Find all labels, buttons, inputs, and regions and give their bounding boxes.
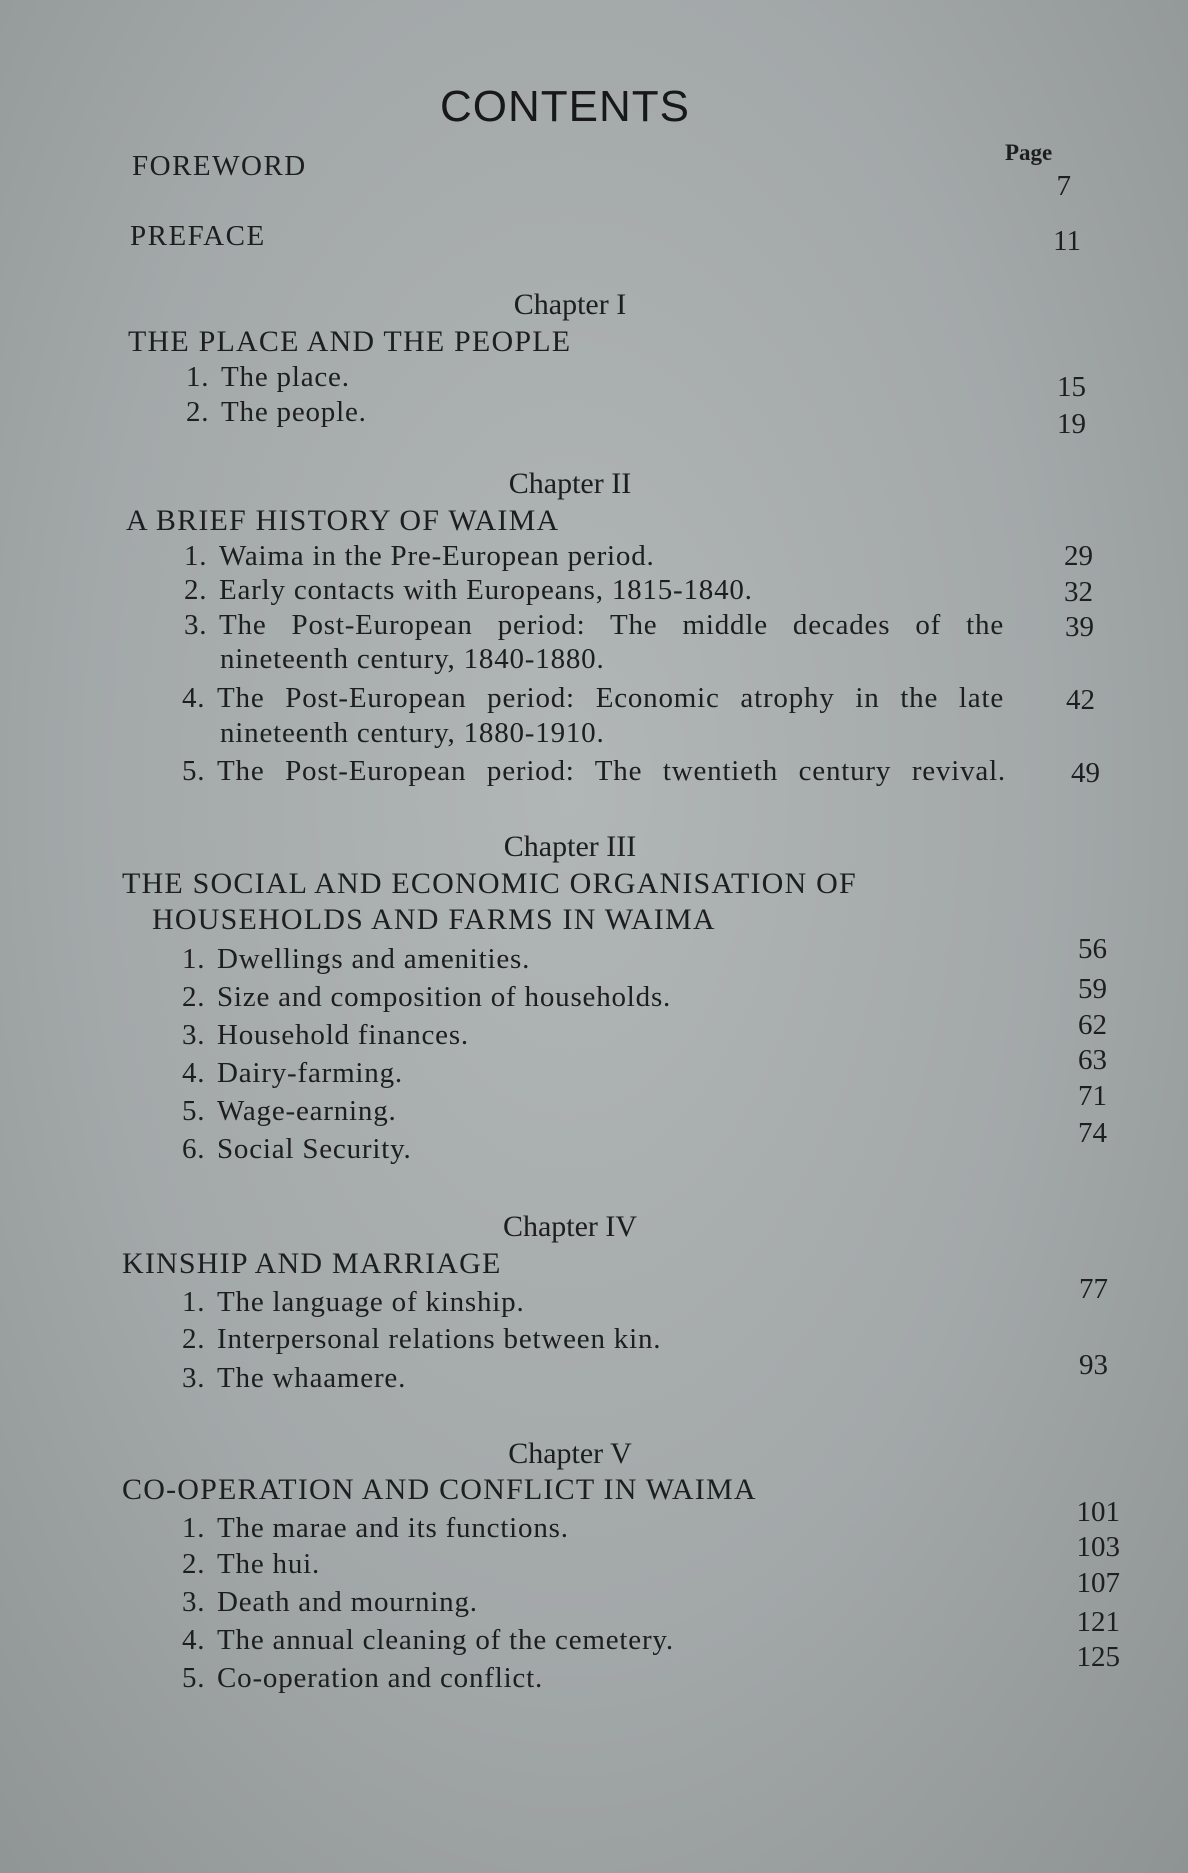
foreword-label: FOREWORD: [132, 150, 307, 182]
toc-page-number: 74: [1078, 1117, 1107, 1149]
toc-page-number: 101: [1076, 1496, 1120, 1528]
foreword-page: 7: [1056, 170, 1071, 202]
toc-page-number: 125: [1076, 1641, 1120, 1673]
chapter-1-title: THE PLACE AND THE PEOPLE: [128, 325, 572, 358]
chapter-2-title: A BRIEF HISTORY OF WAIMA: [126, 504, 560, 537]
toc-entry: 1. Waima in the Pre-European period.: [184, 540, 655, 572]
page-title: CONTENTS: [440, 82, 690, 131]
toc-entry: 2. Size and composition of households.: [182, 981, 672, 1013]
toc-entry: 1. The marae and its functions.: [182, 1512, 569, 1544]
toc-page-number: 59: [1078, 973, 1107, 1005]
chapter-2-label: Chapter II: [508, 467, 632, 500]
toc-entry: 3. Household finances.: [182, 1019, 469, 1051]
toc-page-number: 42: [1066, 684, 1095, 716]
toc-entry: 1. The place.: [186, 361, 350, 393]
toc-page-number: 32: [1064, 576, 1093, 608]
toc-entry: 6. Social Security.: [182, 1133, 412, 1165]
toc-page-number: 107: [1076, 1567, 1120, 1599]
preface-label: PREFACE: [130, 220, 266, 252]
toc-entry: 1. The language of kinship.: [182, 1286, 525, 1318]
chapter-1-label: Chapter I: [513, 288, 627, 321]
toc-entry: 2. Interpersonal relations between kin.: [182, 1323, 662, 1355]
toc-entry: 5. Co-operation and conflict.: [182, 1662, 544, 1694]
toc-entry: 2. Early contacts with Europeans, 1815-1840.: [184, 574, 753, 606]
toc-page-number: 39: [1065, 611, 1094, 643]
toc-entry: 2. The people.: [186, 396, 367, 428]
toc-page-number: 29: [1064, 540, 1093, 572]
toc-page-number: 77: [1079, 1273, 1108, 1305]
toc-page-number: 93: [1079, 1349, 1108, 1381]
toc-page-number: 15: [1057, 371, 1086, 403]
toc-page-number: 62: [1078, 1009, 1107, 1041]
toc-entry-continuation: nineteenth century, 1880-1910.: [220, 717, 605, 749]
toc-entry: 4. The annual cleaning of the cemetery.: [182, 1624, 674, 1656]
toc-entry: 3. Death and mourning.: [182, 1586, 478, 1618]
toc-page-number: 49: [1071, 757, 1100, 789]
chapter-3-title: THE SOCIAL AND ECONOMIC ORGANISATION OF: [122, 867, 857, 900]
toc-page-number: 121: [1076, 1606, 1120, 1638]
chapter-5-title: CO-OPERATION AND CONFLICT IN WAIMA: [122, 1473, 757, 1506]
chapter-3-label: Chapter III: [503, 830, 637, 863]
toc-page-number: 56: [1078, 933, 1107, 965]
toc-entry-continuation: nineteenth century, 1840-1880.: [220, 643, 605, 675]
toc-entry: 1. Dwellings and amenities.: [182, 943, 531, 975]
page-column-heading: Page: [1005, 140, 1053, 165]
toc-entry: 4. The Post-European period: Economic atrophy in the late: [182, 682, 1004, 714]
toc-entry: 3. The whaamere.: [182, 1362, 407, 1394]
chapter-5-label: Chapter V: [508, 1437, 632, 1470]
toc-page-number: 63: [1078, 1044, 1107, 1076]
toc-entry: 5. Wage-earning.: [182, 1095, 397, 1127]
toc-entry: 3. The Post-European period: The middle decades of the: [184, 609, 1004, 641]
chapter-4-label: Chapter IV: [502, 1210, 638, 1243]
toc-entry: 4. Dairy-farming.: [182, 1057, 403, 1089]
chapter-3-title-continuation: HOUSEHOLDS AND FARMS IN WAIMA: [152, 903, 716, 936]
toc-page-number: 71: [1078, 1080, 1107, 1112]
toc-page-number: 19: [1057, 408, 1086, 440]
preface-page: 11: [1053, 225, 1081, 257]
toc-entry: 2. The hui.: [182, 1548, 321, 1580]
toc-page-number: 103: [1076, 1531, 1120, 1563]
chapter-4-title: KINSHIP AND MARRIAGE: [122, 1247, 502, 1280]
toc-entry: 5. The Post-European period: The twentieth century revival.: [182, 755, 1006, 787]
